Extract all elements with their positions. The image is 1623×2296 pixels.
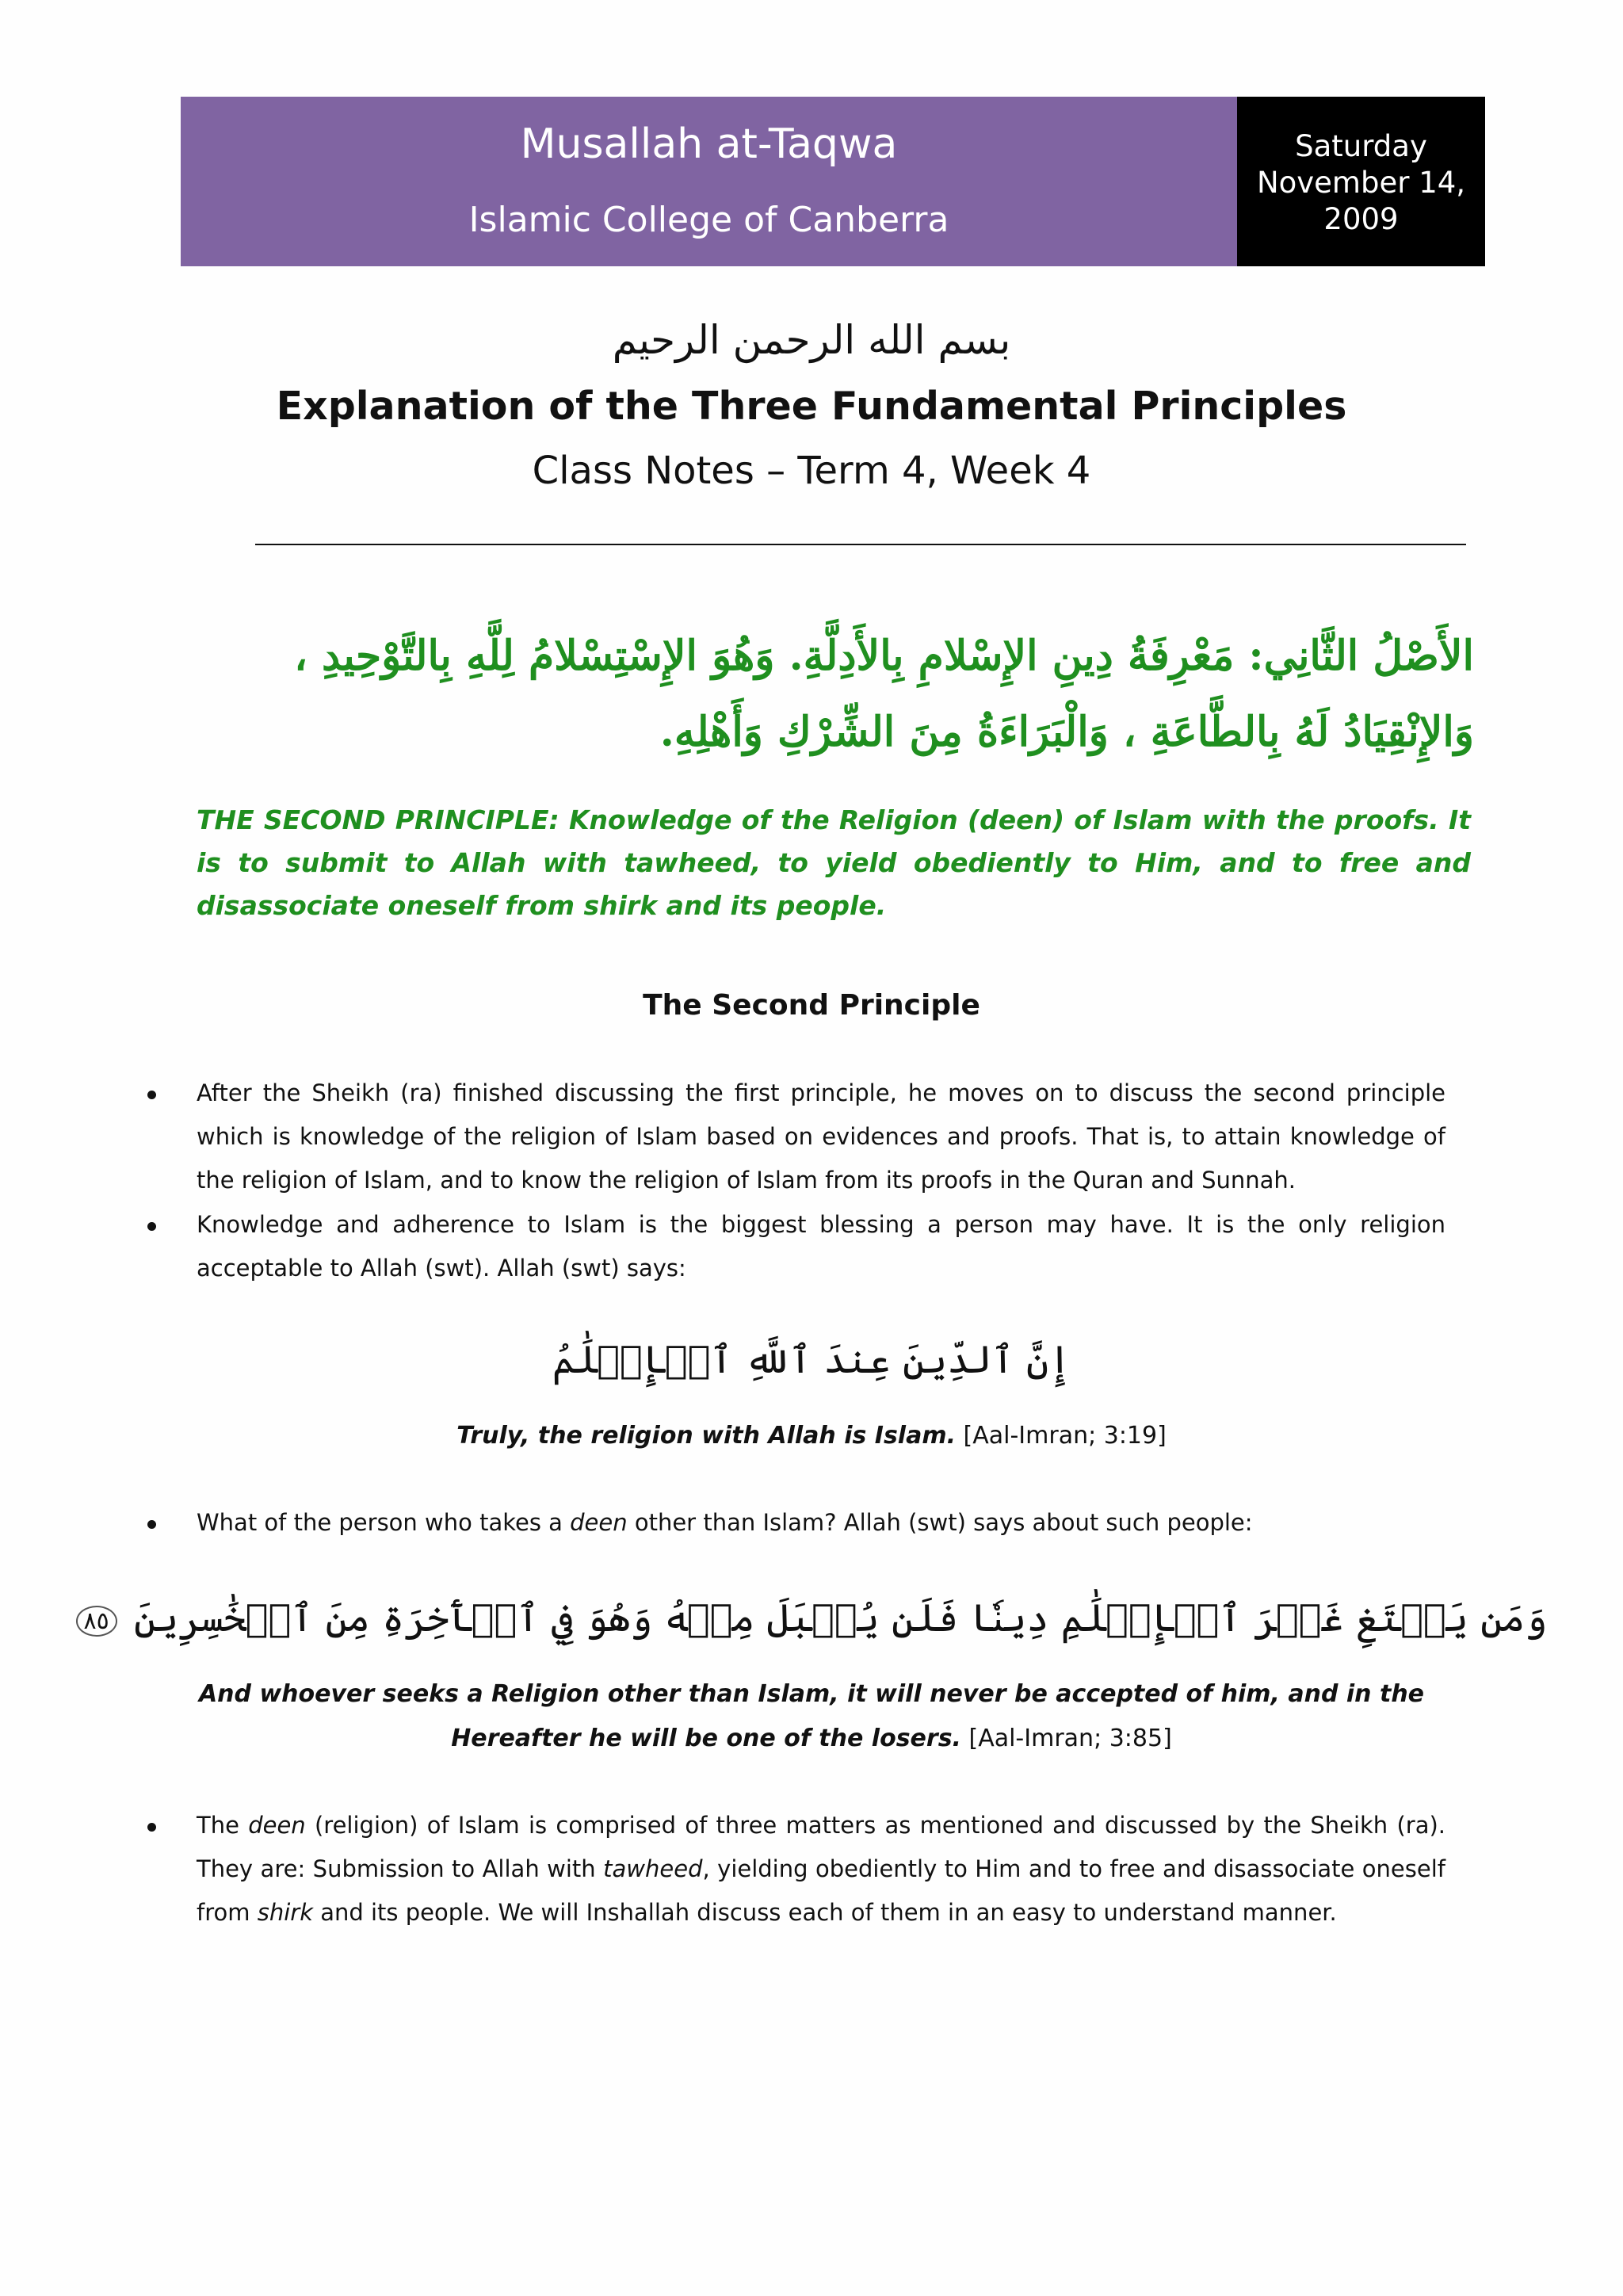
date-day: Saturday	[1295, 129, 1427, 163]
verse-arabic: إِنَّ ٱلدِّينَ عِندَ ٱللَّهِ ٱلۡإِسۡلَٰمُ	[552, 1338, 1071, 1382]
document-title: Explanation of the Three Fundamental Principles	[276, 384, 1347, 429]
header-date-box	[1237, 97, 1485, 266]
bullet-dot-icon	[147, 1823, 156, 1832]
list-item	[143, 1804, 1445, 1935]
list-item	[143, 1501, 1445, 1545]
bullet-dot-icon	[147, 1222, 156, 1231]
section-heading: The Second Principle	[643, 989, 980, 1022]
text-run: (religion) of Islam is comprised of three matters as mentioned and discussed by the Sheikh (ra). They are: Submission to Allah with	[197, 1812, 1445, 1882]
basmala: بسم الله الرحمن الرحيم	[612, 317, 1011, 363]
bullet-text: After the Sheikh (ra) finished discussing the first principle, he moves on to discuss the second principle which is knowledge of the religion of Islam based on evidences and proofs. That is, to attain knowledge of the religion of Islam, and to know the religion of Islam from its proofs in the Quran and Sunnah.	[197, 1079, 1445, 1194]
list-item	[143, 1203, 1445, 1290]
emphasis: shirk	[257, 1899, 313, 1926]
verse-reference: [Aal-Imran; 3:19]	[955, 1422, 1167, 1450]
document-subtitle: Class Notes – Term 4, Week 4	[532, 449, 1091, 493]
emphasis: tawheed	[603, 1855, 703, 1882]
verse-translation-text: Truly, the religion with Allah is Islam.	[456, 1422, 956, 1450]
bullet-dot-icon	[147, 1520, 156, 1529]
title-divider	[255, 544, 1466, 545]
header-subtitle: Islamic College of Canberra	[468, 200, 949, 240]
bullet-text	[197, 1804, 1445, 1935]
verse-translation	[190, 1414, 1433, 1458]
bullet-text: Knowledge and adherence to Islam is the biggest blessing a person may have. It is the only religion acceptable to Allah (swt). Allah (swt) says:	[197, 1211, 1445, 1282]
text-run: and its people. We will Inshallah discuss each of them in an easy to understand manner.	[312, 1899, 1337, 1926]
verse-translation-text: And whoever seeks a Religion other than Islam, it will never be accepted of him, and in the Hereafter he will be one of the losers.	[198, 1680, 1425, 1752]
verse-arabic	[0, 1596, 1623, 1641]
verse-arabic-text: وَمَن يَبۡتَغِ غَيۡرَ ٱلۡإِسۡلَٰمِ دِينٗا فَلَن يُقۡبَلَ مِنۡهُ وَهُوَ فِي ٱلۡأٓخِرَةِ مِنَ ٱلۡخَٰسِرِينَ	[134, 1596, 1548, 1641]
principle-english: THE SECOND PRINCIPLE: Knowledge of the Religion (deen) of Islam with the proofs. It is to submit to Allah with tawheed, to yield obediently to Him, and to free and disassociate oneself from shirk and its people.	[197, 804, 1471, 921]
text-run: other than Islam? Allah (swt) says about such people:	[627, 1509, 1253, 1536]
text-run: The	[197, 1812, 249, 1839]
principle-arabic: الأَصْلُ الثَّانِي: مَعْرِفَةُ دِينِ الإِسْلامِ بِالأَدِلَّةِ. وَهُوَ الإِسْتِسْلامُ لِلَّهِ بِالتَّوْحِيدِ ، وَالإِنْقِيَادُ لَهُ بِالطَّاعَةِ ، وَالْبَرَاءَةُ مِنَ الشِّرْكِ وَأَهْلِهِ.	[294, 632, 1474, 756]
verse-reference: [Aal-Imran; 3:85]	[960, 1725, 1172, 1752]
bullet-dot-icon	[147, 1091, 156, 1099]
ayah-number-marker: ٨٥	[76, 1606, 117, 1637]
header-title: Musallah at-Taqwa	[520, 120, 898, 168]
date-month-day: November 14,	[1256, 166, 1466, 200]
list-item	[143, 1072, 1445, 1202]
text-run: What of the person who takes a	[197, 1509, 571, 1536]
emphasis: deen	[570, 1509, 628, 1536]
header-title-block	[181, 97, 1237, 266]
bullet-text	[197, 1501, 1445, 1545]
date-year: 2009	[1323, 202, 1399, 236]
verse-translation	[190, 1672, 1433, 1761]
text-run: , yielding obediently to Him and to free and disassociate oneself from	[197, 1855, 1445, 1926]
emphasis: deen	[248, 1812, 306, 1839]
header-banner	[181, 97, 1485, 266]
